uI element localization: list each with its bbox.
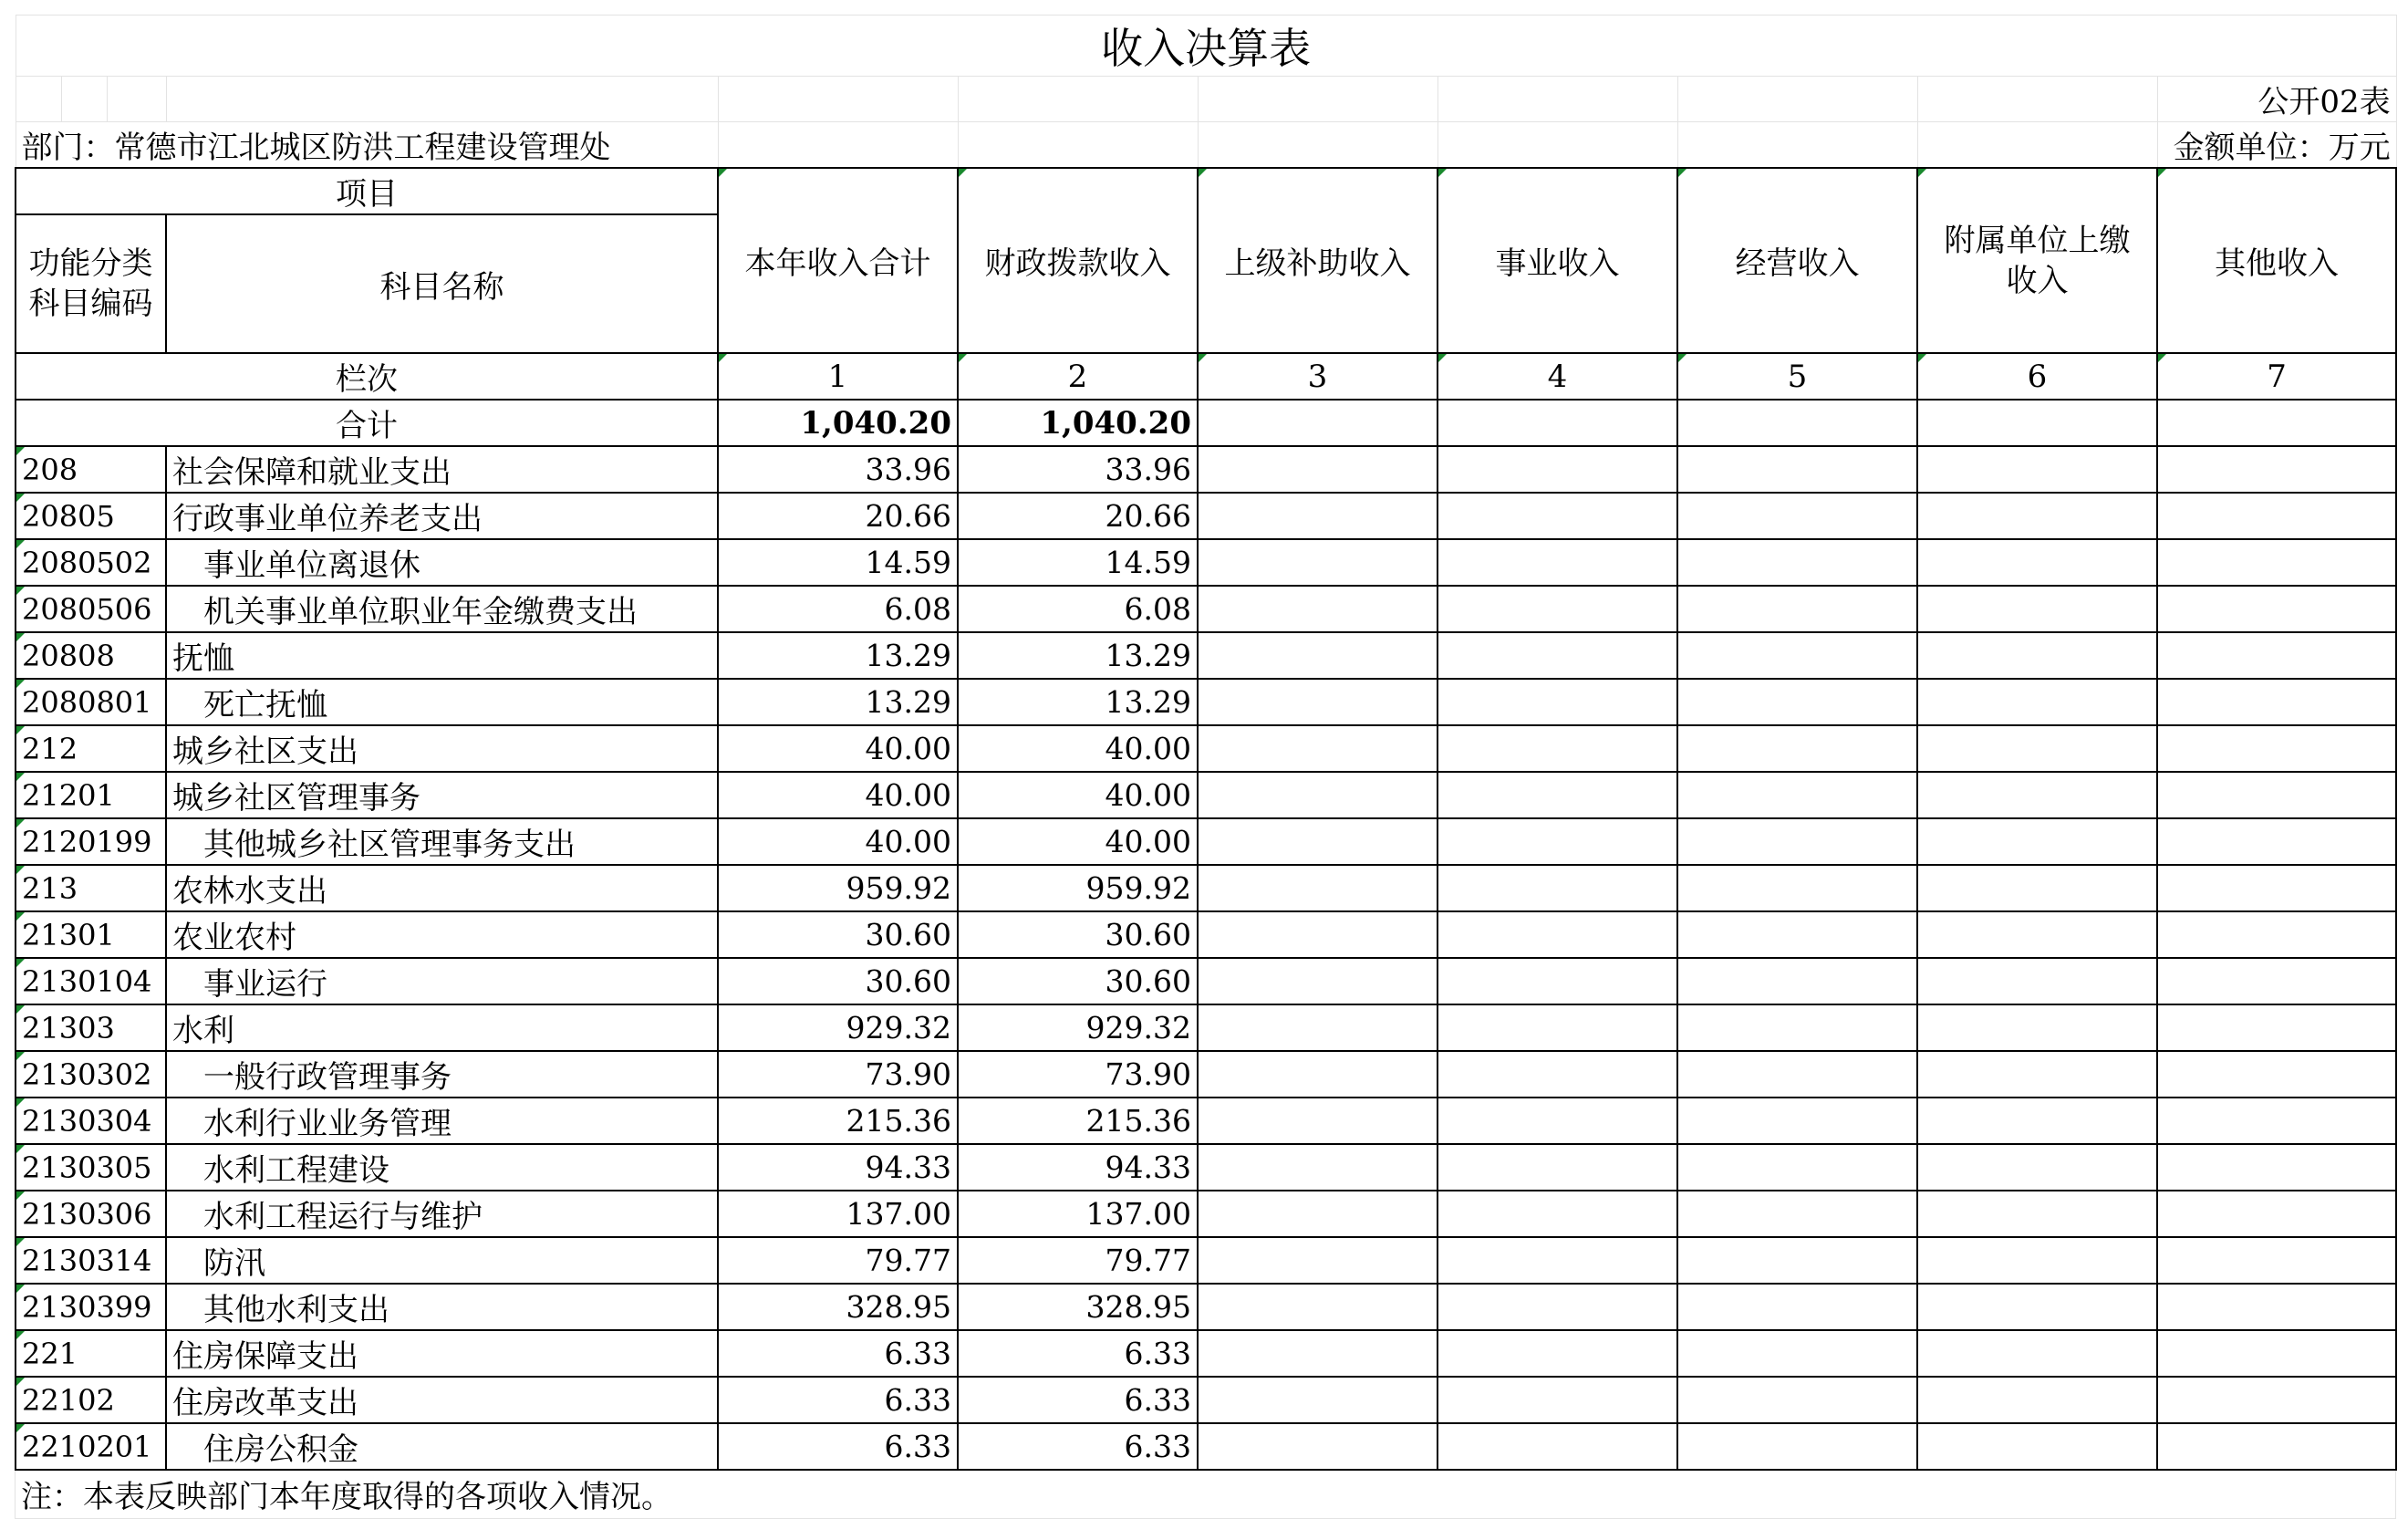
- row-subject-name: [166, 865, 718, 911]
- row-total-income: 20.66: [718, 493, 958, 539]
- row-subject-name-text: 机关事业单位职业年金缴费支出: [203, 594, 638, 630]
- row-empty-cell-3: [1198, 772, 1438, 818]
- row-fiscal-appropriation: 959.92: [958, 865, 1198, 911]
- table-row: [16, 679, 2396, 725]
- table-title: 收入决算表: [16, 16, 2396, 77]
- row-empty-cell-5: [1677, 865, 1917, 911]
- row-subject-name: [166, 1330, 718, 1377]
- row-empty-cell-5: [1677, 1191, 1917, 1237]
- row-empty-cell-4: [1438, 1237, 1677, 1284]
- row-empty-cell-4: [1438, 818, 1677, 865]
- row-empty-cell-6: [1917, 1144, 2157, 1191]
- row-empty-cell-7: [2157, 958, 2396, 1004]
- table-row: [16, 865, 2396, 911]
- column-index-3: 3: [1198, 353, 1438, 400]
- row-subject-name: [166, 911, 718, 958]
- row-empty-cell-5: [1677, 725, 1917, 772]
- row-fiscal-appropriation: 79.77: [958, 1237, 1198, 1284]
- row-fiscal-appropriation: 6.33: [958, 1423, 1198, 1470]
- row-fiscal-appropriation: 13.29: [958, 679, 1198, 725]
- row-empty-cell-4: [1438, 1004, 1677, 1051]
- row-empty-cell-5: [1677, 958, 1917, 1004]
- row-empty-cell-4: [1438, 725, 1677, 772]
- row-empty-cell-6: [1917, 958, 2157, 1004]
- row-func-code: 213: [16, 865, 166, 911]
- row-empty-cell-5: [1677, 1377, 1917, 1423]
- row-fiscal-appropriation: 30.60: [958, 911, 1198, 958]
- row-empty-cell-6: [1917, 772, 2157, 818]
- table-row: [16, 539, 2396, 586]
- table-row: [16, 632, 2396, 679]
- row-empty-cell-3: [1198, 1330, 1438, 1377]
- row-func-code: 21301: [16, 911, 166, 958]
- row-empty-cell-6: [1917, 818, 2157, 865]
- row-empty-cell-6: [1917, 1004, 2157, 1051]
- row-fiscal-appropriation: 215.36: [958, 1098, 1198, 1144]
- row-subject-name-text: 事业单位离退休: [203, 547, 420, 584]
- row-empty-cell-3: [1198, 493, 1438, 539]
- table-row: [16, 493, 2396, 539]
- row-subject-name: [166, 1004, 718, 1051]
- total-value-3: [1198, 400, 1438, 446]
- row-empty-cell-7: [2157, 1330, 2396, 1377]
- row-func-code: 212: [16, 725, 166, 772]
- header-col-6: 附属单位上缴收入: [1917, 168, 2157, 353]
- row-fiscal-appropriation: 929.32: [958, 1004, 1198, 1051]
- row-empty-cell-3: [1198, 911, 1438, 958]
- total-value-5: [1677, 400, 1917, 446]
- row-fiscal-appropriation: 30.60: [958, 958, 1198, 1004]
- row-empty-cell-3: [1198, 818, 1438, 865]
- column-index-4: 4: [1438, 353, 1677, 400]
- row-subject-name: [166, 586, 718, 632]
- row-empty-cell-6: [1917, 911, 2157, 958]
- row-empty-cell-4: [1438, 1284, 1677, 1330]
- row-empty-cell-7: [2157, 632, 2396, 679]
- row-empty-cell-4: [1438, 493, 1677, 539]
- income-table: [15, 15, 2397, 1471]
- row-subject-name: [166, 1284, 718, 1330]
- header-col-1: 本年收入合计: [718, 168, 958, 353]
- table-row: [16, 1098, 2396, 1144]
- row-subject-name-text: 水利行业业务管理: [203, 1106, 452, 1142]
- row-empty-cell-4: [1438, 772, 1677, 818]
- row-empty-cell-7: [2157, 818, 2396, 865]
- row-empty-cell-5: [1677, 586, 1917, 632]
- row-empty-cell-7: [2157, 679, 2396, 725]
- row-subject-name: [166, 1377, 718, 1423]
- row-empty-cell-6: [1917, 632, 2157, 679]
- row-empty-cell-6: [1917, 493, 2157, 539]
- row-empty-cell-4: [1438, 539, 1677, 586]
- row-subject-name: [166, 818, 718, 865]
- row-empty-cell-3: [1198, 865, 1438, 911]
- row-func-code: 2080502: [16, 539, 166, 586]
- row-subject-name-text: 死亡抚恤: [203, 687, 327, 723]
- column-index-2: 2: [958, 353, 1198, 400]
- total-label: 合计: [16, 400, 718, 446]
- row-func-code: 2130306: [16, 1191, 166, 1237]
- row-subject-name-text: 行政事业单位养老支出: [172, 501, 483, 537]
- row-empty-cell-7: [2157, 1098, 2396, 1144]
- column-index-1: 1: [718, 353, 958, 400]
- row-empty-cell-5: [1677, 493, 1917, 539]
- row-fiscal-appropriation: 6.33: [958, 1330, 1198, 1377]
- total-value-7: [2157, 400, 2396, 446]
- row-empty-cell-7: [2157, 1191, 2396, 1237]
- row-func-code: 22102: [16, 1377, 166, 1423]
- row-empty-cell-3: [1198, 1423, 1438, 1470]
- row-empty-cell-4: [1438, 1423, 1677, 1470]
- row-subject-name-text: 水利工程建设: [203, 1152, 389, 1189]
- row-subject-name-text: 住房公积金: [203, 1431, 358, 1468]
- row-subject-name: [166, 772, 718, 818]
- row-func-code: 20808: [16, 632, 166, 679]
- row-empty-cell-3: [1198, 1377, 1438, 1423]
- row-subject-name: [166, 1051, 718, 1098]
- row-empty-cell-5: [1677, 1423, 1917, 1470]
- row-subject-name-text: 抚恤: [172, 640, 234, 677]
- table-row: [16, 1051, 2396, 1098]
- row-subject-name: [166, 1191, 718, 1237]
- table-row: [16, 1423, 2396, 1470]
- form-number: 公开02表: [2157, 77, 2396, 122]
- row-fiscal-appropriation: 13.29: [958, 632, 1198, 679]
- row-total-income: 929.32: [718, 1004, 958, 1051]
- row-empty-cell-6: [1917, 539, 2157, 586]
- row-func-code: 2130302: [16, 1051, 166, 1098]
- row-subject-name: [166, 1237, 718, 1284]
- row-empty-cell-5: [1677, 911, 1917, 958]
- table-row: [16, 725, 2396, 772]
- row-subject-name: [166, 1144, 718, 1191]
- row-empty-cell-6: [1917, 1423, 2157, 1470]
- row-subject-name: [166, 446, 718, 493]
- row-empty-cell-3: [1198, 1144, 1438, 1191]
- row-empty-cell-6: [1917, 679, 2157, 725]
- row-empty-cell-3: [1198, 1098, 1438, 1144]
- row-subject-name: [166, 632, 718, 679]
- row-total-income: 30.60: [718, 958, 958, 1004]
- row-empty-cell-4: [1438, 632, 1677, 679]
- row-subject-name-text: 住房保障支出: [172, 1338, 358, 1375]
- row-subject-name-text: 防汛: [203, 1245, 265, 1282]
- row-empty-cell-4: [1438, 1098, 1677, 1144]
- row-func-code: 2130399: [16, 1284, 166, 1330]
- row-empty-cell-3: [1198, 1237, 1438, 1284]
- row-subject-name: [166, 725, 718, 772]
- row-total-income: 40.00: [718, 818, 958, 865]
- table-row: [16, 1004, 2396, 1051]
- row-fiscal-appropriation: 40.00: [958, 772, 1198, 818]
- row-fiscal-appropriation: 40.00: [958, 818, 1198, 865]
- row-func-code: 2130304: [16, 1098, 166, 1144]
- row-func-code: 2120199: [16, 818, 166, 865]
- row-empty-cell-7: [2157, 1144, 2396, 1191]
- amount-unit: 金额单位：万元: [2157, 122, 2396, 169]
- row-fiscal-appropriation: 33.96: [958, 446, 1198, 493]
- column-index-6: 6: [1917, 353, 2157, 400]
- row-func-code: 2130314: [16, 1237, 166, 1284]
- row-empty-cell-4: [1438, 679, 1677, 725]
- row-func-code: 221: [16, 1330, 166, 1377]
- row-subject-name: [166, 539, 718, 586]
- table-row: [16, 1284, 2396, 1330]
- row-total-income: 6.08: [718, 586, 958, 632]
- row-empty-cell-3: [1198, 539, 1438, 586]
- row-empty-cell-3: [1198, 1004, 1438, 1051]
- row-empty-cell-4: [1438, 1377, 1677, 1423]
- row-empty-cell-7: [2157, 865, 2396, 911]
- row-subject-name: [166, 958, 718, 1004]
- row-func-code: 2210201: [16, 1423, 166, 1470]
- row-subject-name-text: 其他城乡社区管理事务支出: [203, 827, 576, 863]
- row-empty-cell-7: [2157, 1377, 2396, 1423]
- table-row: [16, 1191, 2396, 1237]
- row-total-income: 6.33: [718, 1330, 958, 1377]
- row-empty-cell-6: [1917, 586, 2157, 632]
- row-empty-cell-7: [2157, 1004, 2396, 1051]
- row-subject-name-text: 水利: [172, 1013, 234, 1049]
- row-fiscal-appropriation: 20.66: [958, 493, 1198, 539]
- row-fiscal-appropriation: 94.33: [958, 1144, 1198, 1191]
- row-total-income: 14.59: [718, 539, 958, 586]
- row-empty-cell-5: [1677, 1284, 1917, 1330]
- table-row: [16, 586, 2396, 632]
- row-empty-cell-7: [2157, 539, 2396, 586]
- note-table: [15, 1471, 2396, 1519]
- row-empty-cell-6: [1917, 446, 2157, 493]
- row-empty-cell-6: [1917, 1330, 2157, 1377]
- row-empty-cell-4: [1438, 1330, 1677, 1377]
- row-fiscal-appropriation: 73.90: [958, 1051, 1198, 1098]
- row-subject-name-text: 水利工程运行与维护: [203, 1199, 483, 1235]
- row-fiscal-appropriation: 6.08: [958, 586, 1198, 632]
- row-empty-cell-3: [1198, 1191, 1438, 1237]
- row-empty-cell-3: [1198, 1284, 1438, 1330]
- row-empty-cell-3: [1198, 958, 1438, 1004]
- row-subject-name-text: 一般行政管理事务: [203, 1059, 452, 1096]
- row-empty-cell-4: [1438, 1051, 1677, 1098]
- row-empty-cell-3: [1198, 679, 1438, 725]
- row-subject-name: [166, 679, 718, 725]
- row-total-income: 79.77: [718, 1237, 958, 1284]
- row-empty-cell-3: [1198, 632, 1438, 679]
- row-subject-name: [166, 1098, 718, 1144]
- table-row: [16, 1237, 2396, 1284]
- column-index-5: 5: [1677, 353, 1917, 400]
- row-empty-cell-7: [2157, 911, 2396, 958]
- row-subject-name: [166, 1423, 718, 1470]
- row-empty-cell-4: [1438, 1144, 1677, 1191]
- row-func-code: 21303: [16, 1004, 166, 1051]
- header-func-code: 功能分类 科目编码: [16, 214, 166, 353]
- total-value-2: 1,040.20: [958, 400, 1198, 446]
- table-row: [16, 772, 2396, 818]
- row-empty-cell-7: [2157, 1237, 2396, 1284]
- row-empty-cell-7: [2157, 725, 2396, 772]
- row-total-income: 137.00: [718, 1191, 958, 1237]
- row-subject-name-text: 农业农村: [172, 920, 296, 956]
- row-subject-name-text: 农林水支出: [172, 873, 327, 910]
- row-empty-cell-4: [1438, 958, 1677, 1004]
- header-col-2: 财政拨款收入: [958, 168, 1198, 353]
- row-func-code: 2080506: [16, 586, 166, 632]
- row-empty-cell-6: [1917, 1191, 2157, 1237]
- header-col-4: 事业收入: [1438, 168, 1677, 353]
- department-label: 部门：常德市江北城区防洪工程建设管理处: [16, 122, 718, 169]
- row-empty-cell-3: [1198, 446, 1438, 493]
- row-empty-cell-3: [1198, 586, 1438, 632]
- row-subject-name-text: 住房改革支出: [172, 1385, 358, 1421]
- row-empty-cell-6: [1917, 1284, 2157, 1330]
- row-empty-cell-4: [1438, 911, 1677, 958]
- row-empty-cell-7: [2157, 1051, 2396, 1098]
- row-empty-cell-5: [1677, 539, 1917, 586]
- row-subject-name-text: 事业运行: [203, 966, 327, 1003]
- row-empty-cell-5: [1677, 446, 1917, 493]
- row-empty-cell-6: [1917, 1051, 2157, 1098]
- row-empty-cell-4: [1438, 446, 1677, 493]
- row-fiscal-appropriation: 328.95: [958, 1284, 1198, 1330]
- row-empty-cell-4: [1438, 865, 1677, 911]
- row-empty-cell-7: [2157, 493, 2396, 539]
- row-empty-cell-4: [1438, 586, 1677, 632]
- row-total-income: 40.00: [718, 725, 958, 772]
- row-func-code: 2080801: [16, 679, 166, 725]
- row-empty-cell-6: [1917, 865, 2157, 911]
- row-total-income: 13.29: [718, 632, 958, 679]
- row-empty-cell-3: [1198, 1051, 1438, 1098]
- row-total-income: 30.60: [718, 911, 958, 958]
- row-empty-cell-5: [1677, 632, 1917, 679]
- row-fiscal-appropriation: 6.33: [958, 1377, 1198, 1423]
- income-final-accounts-sheet: [15, 15, 2395, 1519]
- row-total-income: 40.00: [718, 772, 958, 818]
- row-subject-name-text: 其他水利支出: [203, 1292, 389, 1328]
- row-fiscal-appropriation: 40.00: [958, 725, 1198, 772]
- row-total-income: 6.33: [718, 1377, 958, 1423]
- row-total-income: 33.96: [718, 446, 958, 493]
- row-total-income: 959.92: [718, 865, 958, 911]
- row-empty-cell-6: [1917, 725, 2157, 772]
- row-empty-cell-5: [1677, 1330, 1917, 1377]
- row-total-income: 328.95: [718, 1284, 958, 1330]
- row-empty-cell-6: [1917, 1098, 2157, 1144]
- row-empty-cell-7: [2157, 586, 2396, 632]
- header-subject-name: 科目名称: [166, 214, 718, 353]
- row-subject-name-text: 城乡社区管理事务: [172, 780, 420, 817]
- table-note: 注：本表反映部门本年度取得的各项收入情况。: [16, 1471, 2396, 1518]
- row-empty-cell-7: [2157, 1284, 2396, 1330]
- row-empty-cell-6: [1917, 1237, 2157, 1284]
- table-row: [16, 1377, 2396, 1423]
- column-index-7: 7: [2157, 353, 2396, 400]
- row-empty-cell-7: [2157, 446, 2396, 493]
- header-col-5: 经营收入: [1677, 168, 1917, 353]
- row-subject-name-text: 社会保障和就业支出: [172, 454, 452, 491]
- header-col-7: 其他收入: [2157, 168, 2396, 353]
- row-empty-cell-5: [1677, 1004, 1917, 1051]
- row-empty-cell-6: [1917, 1377, 2157, 1423]
- table-row: [16, 911, 2396, 958]
- row-empty-cell-5: [1677, 818, 1917, 865]
- total-value-1: 1,040.20: [718, 400, 958, 446]
- table-row: [16, 958, 2396, 1004]
- row-empty-cell-7: [2157, 772, 2396, 818]
- row-func-code: 21201: [16, 772, 166, 818]
- row-fiscal-appropriation: 137.00: [958, 1191, 1198, 1237]
- total-value-6: [1917, 400, 2157, 446]
- total-value-4: [1438, 400, 1677, 446]
- header-col-3: 上级补助收入: [1198, 168, 1438, 353]
- row-total-income: 13.29: [718, 679, 958, 725]
- row-subject-name-text: 城乡社区支出: [172, 733, 358, 770]
- row-empty-cell-5: [1677, 772, 1917, 818]
- row-empty-cell-3: [1198, 725, 1438, 772]
- table-row: [16, 446, 2396, 493]
- row-func-code: 208: [16, 446, 166, 493]
- row-empty-cell-5: [1677, 679, 1917, 725]
- row-empty-cell-5: [1677, 1237, 1917, 1284]
- column-index-label: 栏次: [16, 353, 718, 400]
- row-empty-cell-5: [1677, 1098, 1917, 1144]
- table-row: [16, 1144, 2396, 1191]
- row-total-income: 6.33: [718, 1423, 958, 1470]
- table-row: [16, 1330, 2396, 1377]
- row-empty-cell-7: [2157, 1423, 2396, 1470]
- row-fiscal-appropriation: 14.59: [958, 539, 1198, 586]
- row-empty-cell-5: [1677, 1051, 1917, 1098]
- row-total-income: 94.33: [718, 1144, 958, 1191]
- row-subject-name: [166, 493, 718, 539]
- row-func-code: 20805: [16, 493, 166, 539]
- row-func-code: 2130104: [16, 958, 166, 1004]
- table-row: [16, 818, 2396, 865]
- row-total-income: 215.36: [718, 1098, 958, 1144]
- row-func-code: 2130305: [16, 1144, 166, 1191]
- row-empty-cell-5: [1677, 1144, 1917, 1191]
- row-total-income: 73.90: [718, 1051, 958, 1098]
- row-empty-cell-4: [1438, 1191, 1677, 1237]
- header-item: 项目: [16, 168, 718, 214]
